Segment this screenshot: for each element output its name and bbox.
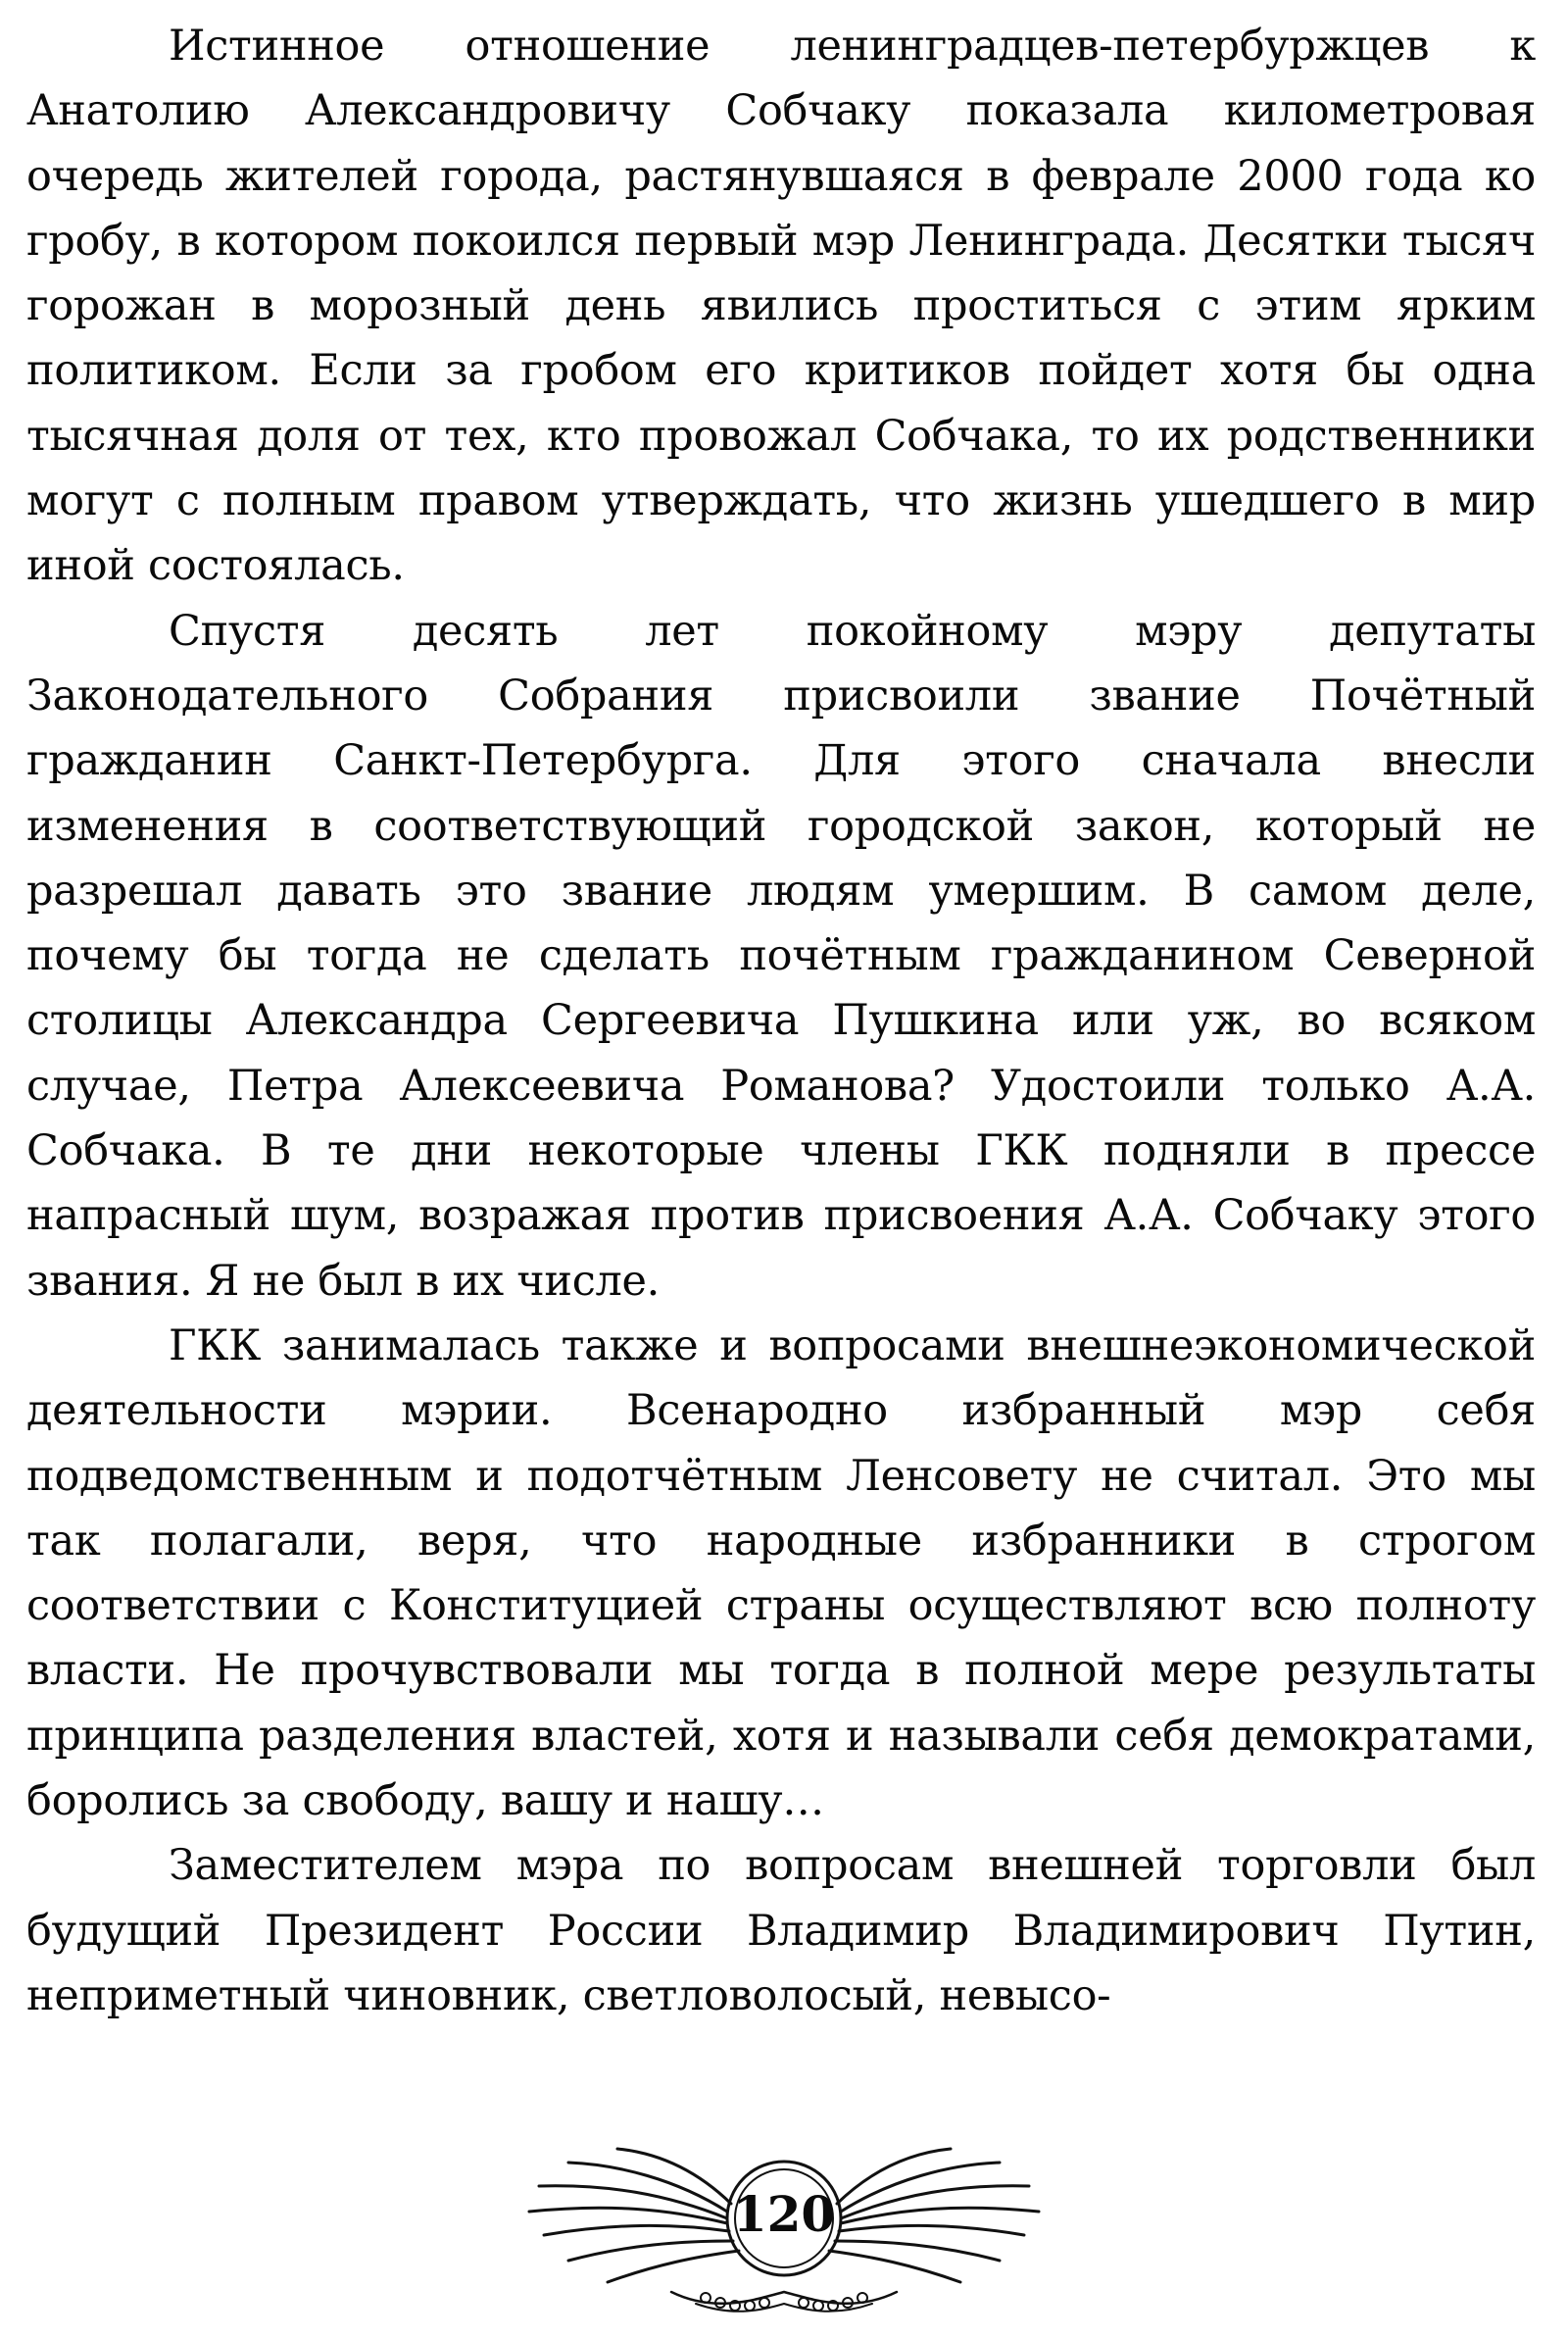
paragraph-honorary-citizen: Спустя десять лет покойному мэру депутаты Законодательного Собрания присвоили звание Почётный гражданин Санкт-Петербурга. Для этого сначала внесли изменения в соответствующий городской закон, который не разрешал давать это звание людям умершим. В самом деле, почему бы тогда не сделать почётным гражданином Северной столицы Александра Сергеевича Пушкина или уж, во всяком случае, Петра Алексеевича Романова? Удостоили только А.А. Собчака. В те дни некоторые члены ГКК подняли в прессе напрасный шум, возражая против присвоения А.А. Собчаку этого звания. Я не был в их числе.	[26, 606, 1536, 1306]
page-number: 120	[732, 2185, 836, 2243]
page-body	[26, 14, 1536, 2028]
paragraph-deputy-mayor: Заместителем мэра по вопросам внешней торговли был будущий Президент России Владимир Владимирович Путин, неприметный чиновник, светловолосый, невысо-	[26, 1841, 1536, 2020]
paragraph-gkk-foreign-economic: ГКК занималась также и вопросами внешнеэкономической деятельности мэрии. Всенародно избранный мэр себя подведомственным и подотчётным Ленсовету не считал. Это мы так полагали, веря, что народные избранники в строгом соответствии с Конституцией страны осуществляют всю полноту власти. Не прочувствовали мы тогда в полной мере результаты принципа разделения властей, хотя и называли себя демократами, боролись за свободу, вашу и нашу…	[26, 1320, 1536, 1826]
paragraph-sobchak-funeral: Истинное отношение ленинградцев-петербуржцев к Анатолию Александровичу Собчаку показала километровая очередь жителей города, растянувшаяся в феврале 2000 года ко гробу, в котором покоился первый мэр Ленинграда. Десятки тысяч горожан в морозный день явились проститься с этим ярким политиком. Если за гробом его критиков пойдет хотя бы одна тысячная доля от тех, кто провожал Собчака, то их родственники могут с полным правом утверждать, что жизнь ушедшего в мир иной состоялась.	[26, 22, 1536, 591]
